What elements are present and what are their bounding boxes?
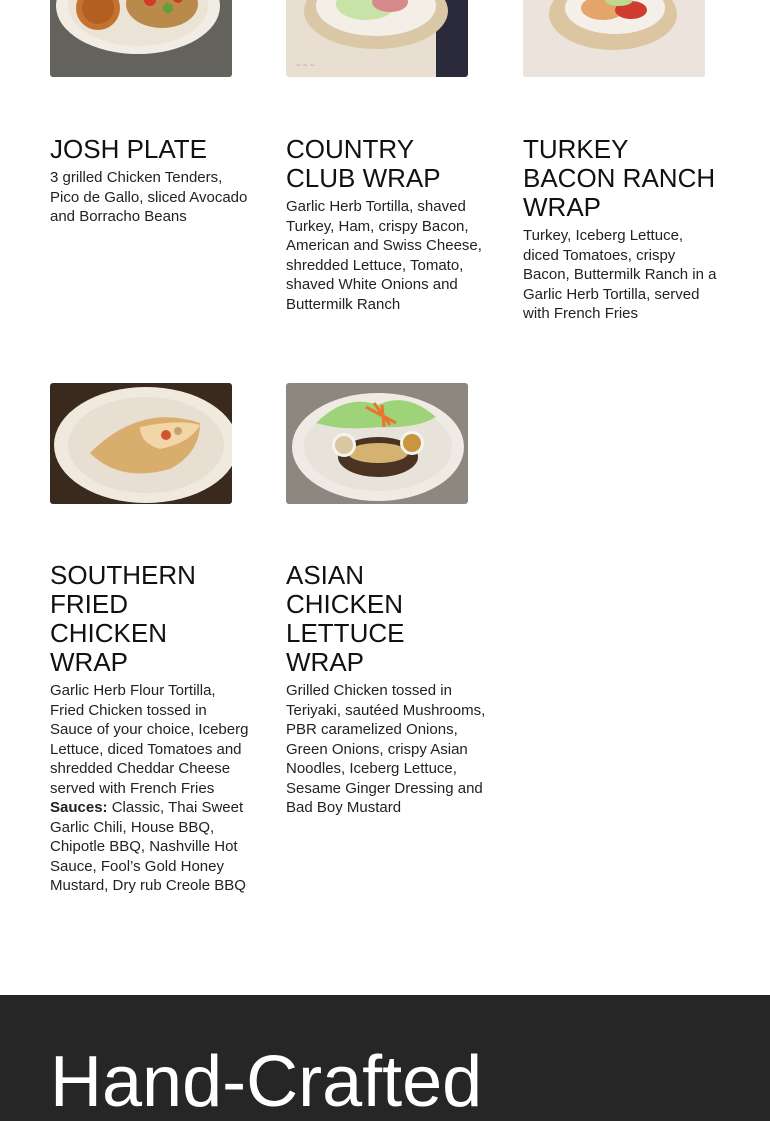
item-description: Grilled Chicken tossed in Teriyaki, sautéed Mushrooms, PBR caramelized Onions, Green Onions, crispy Asian Noodles, Iceberg Lettuce, Sesame Ginger Dressing and Bad Boy Mustard	[286, 682, 486, 816]
menu-item-country-club-wrap	[286, 135, 486, 314]
menu-item-josh-plate	[50, 135, 250, 227]
item-title: JOSH PLATE	[50, 134, 208, 164]
menu-item-asian-chicken-lettuce-wrap	[286, 561, 486, 818]
item-description: 3 grilled Chicken Tenders, Pico de Gallo, sliced Avocado and Borracho Beans	[50, 169, 248, 225]
section-heading: Hand-Crafted	[50, 1042, 483, 1121]
item-title: COUNTRY CLUB WRAP	[286, 134, 441, 193]
item-description: Turkey, Iceberg Lettuce, diced Tomatoes, crispy Bacon, Buttermilk Ranch in a Garlic Herb Tortilla, served with French Fries	[523, 227, 717, 322]
svg-text:~ ~ ~: ~ ~ ~	[296, 61, 315, 70]
asian-chicken-lettuce-wrap-photo	[286, 383, 468, 504]
item-description: Garlic Herb Tortilla, shaved Turkey, Ham, crispy Bacon, American and Swiss Cheese, shredded Lettuce, Tomato, shaved White Onions and Buttermilk Ranch	[286, 198, 482, 313]
southern-fried-chicken-wrap-photo	[50, 383, 232, 504]
josh-plate-photo	[50, 0, 232, 77]
item-description: Garlic Herb Flour Tortilla, Fried Chicken tossed in Sauce of your choice, Iceberg Lettuce, diced Tomatoes and shredded Cheddar Cheese served with French Fries	[50, 682, 249, 797]
menu-item-turkey-bacon-ranch-wrap	[523, 135, 723, 324]
hand-crafted-section	[0, 995, 770, 1121]
sauces-line	[50, 798, 250, 896]
item-title: TURKEY BACON RANCH WRAP	[523, 134, 716, 222]
country-club-wrap-photo	[286, 0, 468, 77]
sauces-list: Classic, Thai Sweet Garlic Chili, House BBQ, Chipotle BBQ, Nashville Hot Sauce, Fool’s Gold Honey Mustard, Dry rub Creole BBQ	[50, 799, 246, 894]
turkey-bacon-ranch-wrap-photo	[523, 0, 705, 77]
sauces-label: Sauces:	[50, 799, 108, 816]
item-title: ASIAN CHICKEN LETTUCE WRAP	[286, 560, 405, 677]
menu-item-southern-fried-chicken-wrap	[50, 561, 250, 896]
item-title: SOUTHERN FRIED CHICKEN WRAP	[50, 560, 196, 677]
